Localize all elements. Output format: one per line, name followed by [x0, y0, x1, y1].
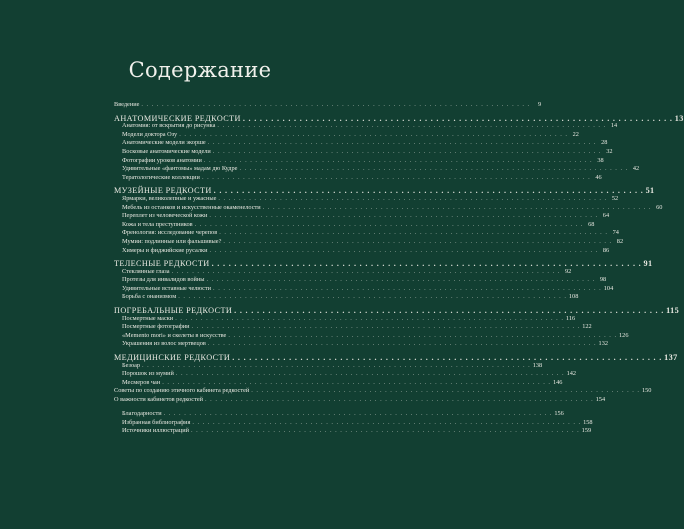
toc-leader-dots: . . . . . . . . . . . . . . . . . . . . . . . . . . . . . . . . . . . . . . . . . . . . . . . . . . . . . . . . . . . . . . . . . . . . . . . . . . . . [142, 361, 531, 369]
toc-page-number: 91 [643, 259, 653, 269]
toc-page-number: 86 [602, 246, 610, 254]
toc-entry-label: Ярмарки, великолепные и ужасные [122, 194, 217, 202]
toc-entry [114, 331, 629, 341]
toc-page-number: 68 [588, 220, 595, 228]
toc-leader-dots: . . . . . . . . . . . . . . . . . . . . . . . . . . . . . . . . . . . . . . . . . . . . . . . . . . . . . . . . . . . . . . . . . . . . . . . . . . . . [163, 410, 553, 418]
toc-leader-dots: . . . . . . . . . . . . . . . . . . . . . . . . . . . . . . . . . . . . . . . . . . . . . . . . . . . . . . . . . . . . . . . . . . . . . . . . . . . . [217, 122, 607, 130]
toc-page-number: 22 [572, 130, 579, 138]
toc-entry [114, 396, 606, 405]
toc-entry-label: Протезы для инвалидов войны [122, 276, 205, 284]
toc-entry [114, 203, 663, 213]
toc-page-number: 13 [674, 113, 684, 123]
toc-leader-dots: . . . . . . . . . . . . . . . . . . . . . . . . . . . . . . . . . . . . . . . . . . . . . . . . . . . . . . . . . . . . . . . . . . . . . . . . . . . . [192, 418, 582, 426]
toc-entry-label: Френология: исследование черепов [122, 229, 218, 237]
toc-leader-dots: . . . . . . . . . . . . . . . . . . . . . . . . . . . . . . . . . . . . . . . . . . . . . . . . . . . . . . . . . . . . . . . . . . . . . . . . . . . . [141, 101, 531, 108]
toc-page-number: 108 [568, 293, 579, 301]
toc-leader-dots: . . . . . . . . . . . . . . . . . . . . . . . . . . . . . . . . . . . . . . . . . . . . . . . . . . . . . . . . . . . . . . . . . . . . . . . . . . . . [228, 331, 618, 339]
toc-page-number: 137 [664, 353, 678, 363]
toc-leader-dots: . . . . . . . . . . . . . . . . . . . . . . . . . . . . . . . . . . . . . . . . . . . . . . . . . . . . . . . . . . . . . . . . . . . . . . . . . . . . [218, 194, 608, 202]
toc-page-number: 115 [666, 306, 680, 316]
toc-entry-label: Фотографии уроков анатомии [122, 156, 202, 164]
toc-page-number: 74 [612, 229, 619, 237]
toc-entry [114, 323, 592, 332]
toc-leader-dots: . . . . . . . . . . . . . . . . . . . . . . . . . . . . . . . . . . . . . . . . . . . . . . . . . . . . . . . . . . . . . . . . . . . . . . . . . . . . [179, 130, 568, 138]
toc-entry-label: Удивительные «фантомы» мадам дю Кудре [122, 165, 238, 173]
toc-entry [114, 194, 619, 204]
toc-leader-dots: . . . . . . . . . . . . . . . . . . . . . . . . . . . . . . . . . . . . . . . . . . . . . . . . . . . . . . . . . . . . . . . . . . . . . . . . . . . . [239, 165, 629, 173]
toc-entry [114, 165, 640, 174]
toc-page-number: 158 [583, 418, 593, 426]
toc-page-number: 104 [603, 284, 614, 292]
toc-entry [114, 361, 543, 371]
toc-entry [114, 410, 564, 419]
toc-entry-label: Посмертные маски [122, 314, 174, 322]
toc-entry-label: Тератологические коллекции [122, 173, 200, 181]
toc-entry [114, 156, 604, 166]
toc-leader-dots: . . . . . . . . . . . . . . . . . . . . . . . . . . . . . . . . . . . . . . . . . . . . . . . . . . . . . . . . . . . . . . . . . . . . . . . . . . . . [203, 156, 593, 164]
toc-entry-label: Борьба с онанизмом [122, 293, 177, 301]
toc-entry-label: Удивительные вставные челюсти [122, 284, 212, 292]
toc-entry-label: Мебель из останков и искусственные окаменелости [122, 203, 261, 211]
toc-section-heading [114, 113, 684, 123]
toc-entry [114, 130, 579, 140]
toc-section-label: МЕДИЦИНСКИЕ РЕДКОСТИ [114, 353, 231, 363]
toc-page-number: 51 [645, 186, 655, 196]
toc-entry-label: Посмертные фотографии [122, 323, 190, 331]
toc-section-heading [114, 259, 653, 269]
toc-page-number: 156 [554, 410, 564, 418]
toc-leader-dots: . . . . . . . . . . . . . . . . . . . . . . . . . . . . . . . . . . . . . . . . . . . . . . . . . . . . . . . . . . . . . . . . . . . . . . . . . . . . [207, 139, 597, 147]
toc-leader-dots: . . . . . . . . . . . . . . . . . . . . . . . . . . . . . . . . . . . . . . . . . . . . . . . . . . . . . . . . . . . . . . . . . . . . . . . . . . . . [213, 186, 644, 196]
toc-page-number: 38 [597, 156, 604, 164]
toc-leader-dots: . . . . . . . . . . . . . . . . . . . . . . . . . . . . . . . . . . . . . . . . . . . . . . . . . . . . . . . . . . . . . . . . . . . . . . . . . . . . [219, 229, 608, 237]
toc-page-number: 14 [610, 122, 618, 130]
toc-entry-label: Украшения из волос мертвецов [122, 340, 206, 348]
toc-entry [114, 293, 579, 302]
toc-entry-label: Анатомия: от вскрытия до рисунка [122, 122, 216, 130]
toc-page-number: 46 [595, 173, 602, 181]
toc-page-number: 9 [537, 101, 542, 108]
toc-page-number: 28 [601, 139, 608, 147]
toc-entry-label: Стеклянные глаза [122, 267, 170, 275]
toc-entry [114, 237, 624, 247]
toc-page-number: 126 [619, 331, 629, 339]
table-of-contents [114, 101, 684, 436]
toc-leader-dots: . . . . . . . . . . . . . . . . . . . . . . . . . . . . . . . . . . . . . . . . . . . . . . . . . . . . . . . . . . . . . . . . . . . . . . . . . . . . [213, 284, 602, 292]
toc-entry [114, 418, 593, 428]
toc-page-number: 42 [632, 165, 640, 173]
toc-section-heading [114, 353, 678, 363]
toc-leader-dots: . . . . . . . . . . . . . . . . . . . . . . . . . . . . . . . . . . . . . . . . . . . . . . . . . . . . . . . . . . . . . . . . . . . . . . . . . . . . [207, 340, 597, 348]
toc-page-number: 132 [598, 340, 608, 348]
toc-entry-label: «Memento mori» и скелеты в искусстве [122, 331, 227, 339]
toc-leader-dots: . . . . . . . . . . . . . . . . . . . . . . . . . . . . . . . . . . . . . . . . . . . . . . . . . . . . . . . . . . . . . . . . . . . . . . . . . . . . [171, 267, 561, 275]
toc-entry-label: Восковые анатомические модели [122, 147, 211, 155]
toc-leader-dots: . . . . . . . . . . . . . . . . . . . . . . . . . . . . . . . . . . . . . . . . . . . . . . . . . . . . . . . . . . . . . . . . . . . . . . . . . . . . [175, 370, 565, 378]
toc-page-number: 138 [532, 361, 543, 369]
toc-leader-dots: . . . . . . . . . . . . . . . . . . . . . . . . . . . . . . . . . . . . . . . . . . . . . . . . . . . . . . . . . . . . . . . . . . . . . . . . . . . . [206, 276, 596, 284]
toc-entry-label: Мумии: подлинные или фальшивые? [122, 237, 222, 245]
toc-entry [114, 147, 613, 157]
toc-leader-dots: . . . . . . . . . . . . . . . . . . . . . . . . . . . . . . . . . . . . . . . . . . . . . . . . . . . . . . . . . . . . . . . . . . . . . . . . . . . . [194, 220, 584, 228]
toc-entry-label: Кожа и тела преступников [122, 220, 193, 228]
toc-entry [114, 173, 602, 183]
toc-entry-label: Модели доктора Озу [122, 130, 178, 138]
toc-entry [114, 378, 563, 388]
toc-entry-label: Порошок из мумий [122, 370, 174, 378]
toc-entry [114, 276, 607, 285]
toc-section-label: ТЕЛЕСНЫЕ РЕДКОСТИ [114, 259, 210, 269]
toc-entry-label: Переплет из человеческой кожи [122, 212, 208, 220]
toc-leader-dots: . . . . . . . . . . . . . . . . . . . . . . . . . . . . . . . . . . . . . . . . . . . . . . . . . . . . . . . . . . . . . . . . . . . . . . . . . . . . [223, 237, 613, 245]
toc-leader-dots: . . . . . . . . . . . . . . . . . . . . . . . . . . . . . . . . . . . . . . . . . . . . . . . . . . . . . . . . . . . . . . . . . . . . . . . . . . . . [242, 113, 673, 123]
toc-entry [114, 229, 619, 238]
toc-page-number: 122 [582, 323, 592, 331]
toc-page-number: 82 [616, 237, 624, 245]
toc-entry-label: Анатомические модели экорше [122, 139, 206, 147]
toc-entry-label: Советы по созданию этичного кабинета редкостей [114, 387, 250, 395]
toc-page-number: 142 [566, 370, 577, 378]
toc-entry [114, 314, 576, 324]
toc-page-number: 146 [552, 378, 563, 386]
toc-entry-label: Источники иллюстраций [122, 427, 189, 435]
toc-entry [114, 246, 610, 256]
toc-section-label: ПОГРЕБАЛЬНЫЕ РЕДКОСТИ [114, 306, 233, 316]
toc-section-label: АНАТОМИЧЕСКИЕ РЕДКОСТИ [114, 113, 241, 123]
toc-page-number: 64 [602, 212, 610, 220]
toc-leader-dots: . . . . . . . . . . . . . . . . . . . . . . . . . . . . . . . . . . . . . . . . . . . . . . . . . . . . . . . . . . . . . . . . . . . . . . . . . . . . [175, 314, 564, 322]
toc-entry-label: Избранная библиография [122, 418, 191, 426]
toc-leader-dots: . . . . . . . . . . . . . . . . . . . . . . . . . . . . . . . . . . . . . . . . . . . . . . . . . . . . . . . . . . . . . . . . . . . . . . . . . . . . [232, 353, 663, 363]
toc-entry [114, 267, 572, 277]
toc-leader-dots: . . . . . . . . . . . . . . . . . . . . . . . . . . . . . . . . . . . . . . . . . . . . . . . . . . . . . . . . . . . . . . . . . . . . . . . . . . . . [251, 387, 640, 395]
toc-entry-label: Благодарности [122, 410, 162, 418]
toc-page-number: 60 [656, 203, 663, 211]
toc-entry [114, 284, 614, 294]
toc-page-number: 32 [606, 147, 613, 155]
toc-entry [114, 387, 652, 396]
toc-leader-dots: . . . . . . . . . . . . . . . . . . . . . . . . . . . . . . . . . . . . . . . . . . . . . . . . . . . . . . . . . . . . . . . . . . . . . . . . . . . . [211, 259, 642, 269]
toc-page-number: 159 [581, 427, 592, 435]
toc-page-number: 98 [599, 276, 607, 284]
toc-section-label: МУЗЕЙНЫЕ РЕДКОСТИ [114, 186, 212, 196]
toc-page-number: 150 [641, 387, 652, 395]
toc-section-heading [114, 306, 680, 316]
toc-entry [114, 139, 608, 148]
toc-leader-dots: . . . . . . . . . . . . . . . . . . . . . . . . . . . . . . . . . . . . . . . . . . . . . . . . . . . . . . . . . . . . . . . . . . . . . . . . . . . . [205, 396, 594, 403]
toc-leader-dots: . . . . . . . . . . . . . . . . . . . . . . . . . . . . . . . . . . . . . . . . . . . . . . . . . . . . . . . . . . . . . . . . . . . . . . . . . . . . [234, 306, 665, 316]
toc-entry [114, 340, 608, 349]
toc-leader-dots: . . . . . . . . . . . . . . . . . . . . . . . . . . . . . . . . . . . . . . . . . . . . . . . . . . . . . . . . . . . . . . . . . . . . . . . . . . . . [212, 147, 602, 155]
toc-page-number: 116 [565, 314, 576, 322]
toc-leader-dots: . . . . . . . . . . . . . . . . . . . . . . . . . . . . . . . . . . . . . . . . . . . . . . . . . . . . . . . . . . . . . . . . . . . . . . . . . . . . [191, 323, 581, 331]
toc-leader-dots: . . . . . . . . . . . . . . . . . . . . . . . . . . . . . . . . . . . . . . . . . . . . . . . . . . . . . . . . . . . . . . . . . . . . . . . . . . . . [262, 203, 652, 211]
toc-entry [114, 212, 610, 221]
page-title: Содержание [128, 58, 272, 82]
toc-entry-label: О важности кабинетов редкостей [114, 396, 204, 403]
toc-entry [114, 370, 577, 379]
toc-leader-dots: . . . . . . . . . . . . . . . . . . . . . . . . . . . . . . . . . . . . . . . . . . . . . . . . . . . . . . . . . . . . . . . . . . . . . . . . . . . . [209, 212, 599, 220]
toc-leader-dots: . . . . . . . . . . . . . . . . . . . . . . . . . . . . . . . . . . . . . . . . . . . . . . . . . . . . . . . . . . . . . . . . . . . . . . . . . . . . [178, 293, 567, 301]
toc-entry-label: Химеры и фиджийские русалки [122, 246, 208, 254]
toc-section-heading [114, 186, 655, 196]
toc-page-number: 92 [565, 267, 572, 275]
toc-entry-label: Безоар [122, 361, 141, 369]
toc-entry [114, 122, 618, 131]
toc-entry [114, 101, 542, 110]
toc-page-number: 52 [611, 194, 619, 202]
toc-page-number: 154 [595, 396, 606, 403]
toc-leader-dots: . . . . . . . . . . . . . . . . . . . . . . . . . . . . . . . . . . . . . . . . . . . . . . . . . . . . . . . . . . . . . . . . . . . . . . . . . . . . [162, 378, 551, 386]
toc-entry-label: Месмеров чан [122, 378, 161, 386]
toc-leader-dots: . . . . . . . . . . . . . . . . . . . . . . . . . . . . . . . . . . . . . . . . . . . . . . . . . . . . . . . . . . . . . . . . . . . . . . . . . . . . [209, 246, 599, 254]
toc-leader-dots: . . . . . . . . . . . . . . . . . . . . . . . . . . . . . . . . . . . . . . . . . . . . . . . . . . . . . . . . . . . . . . . . . . . . . . . . . . . . [201, 173, 591, 181]
toc-entry [114, 220, 595, 230]
toc-leader-dots: . . . . . . . . . . . . . . . . . . . . . . . . . . . . . . . . . . . . . . . . . . . . . . . . . . . . . . . . . . . . . . . . . . . . . . . . . . . . [190, 427, 580, 435]
toc-entry [114, 427, 592, 436]
toc-entry-label: Введение [114, 101, 140, 108]
